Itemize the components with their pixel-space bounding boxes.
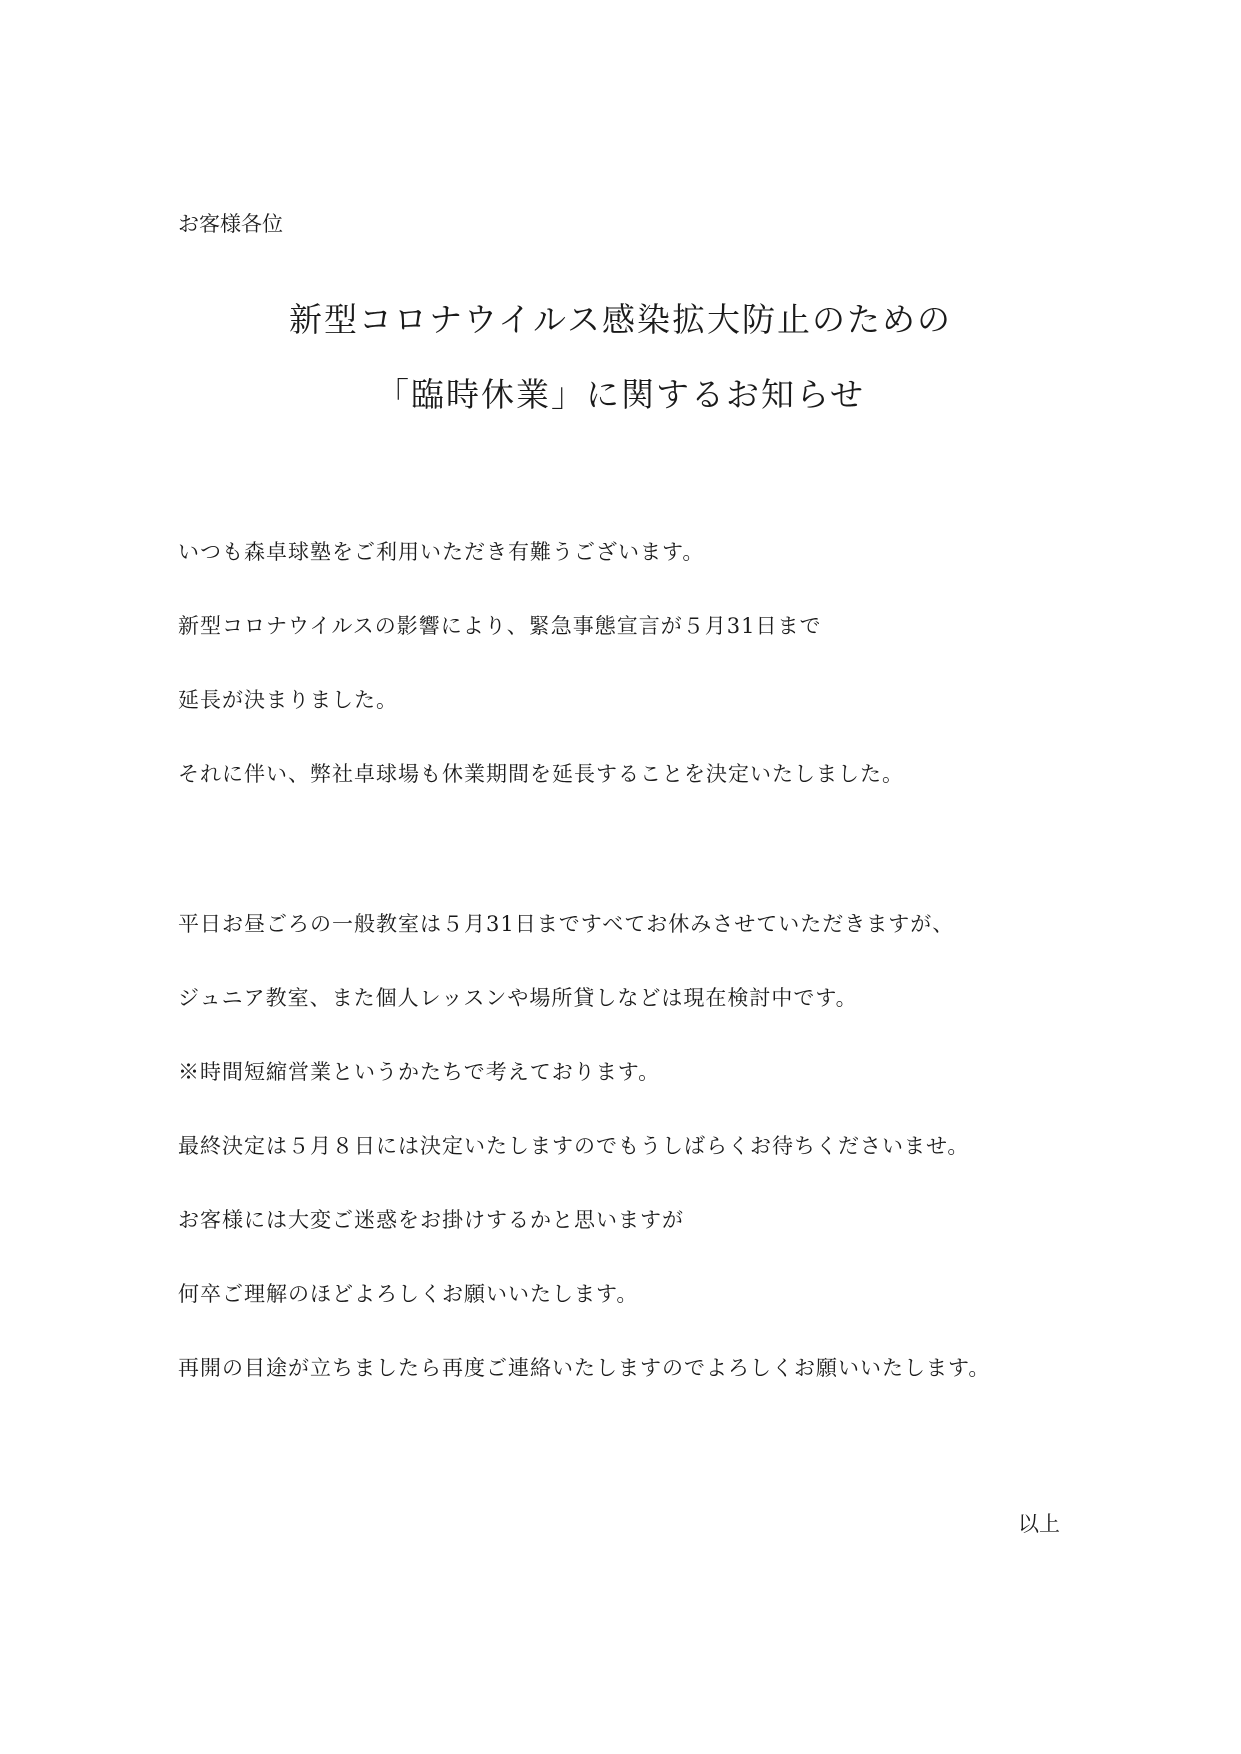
body-line: いつも森卓球塾をご利用いただき有難うございます。 (178, 540, 705, 564)
body-line: 平日お昼ごろの一般教室は５月31日まですべてお休みさせていただきますが、 (178, 912, 955, 936)
body-line: お客様には大変ご迷惑をお掛けするかと思いますが (178, 1208, 684, 1232)
body-line: ※時間短縮営業というかたちで考えております。 (178, 1060, 661, 1084)
body-line: 再開の目途が立ちましたら再度ご連絡いたしますのでよろしくお願いいたします。 (178, 1356, 991, 1380)
body-line: 何卒ご理解のほどよろしくお願いいたします。 (178, 1282, 639, 1306)
body-line: 延長が決まりました。 (178, 688, 398, 712)
body-line: それに伴い、弊社卓球場も休業期間を延長することを決定いたしました。 (178, 762, 904, 786)
body-line: ジュニア教室、また個人レッスンや場所貸しなどは現在検討中です。 (178, 986, 858, 1010)
notice-title-line-1: 新型コロナウイルス感染拡大防止のための (288, 300, 953, 339)
closing-mark: 以上 (1018, 1512, 1060, 1536)
addressee: お客様各位 (178, 212, 283, 236)
body-line: 新型コロナウイルスの影響により、緊急事態宣言が５月31日まで (178, 614, 822, 638)
body-line: 最終決定は５月８日には決定いたしますのでもうしばらくお待ちくださいませ。 (178, 1134, 970, 1158)
notice-title-line-2: 「臨時休業」に関するお知らせ (375, 375, 865, 414)
